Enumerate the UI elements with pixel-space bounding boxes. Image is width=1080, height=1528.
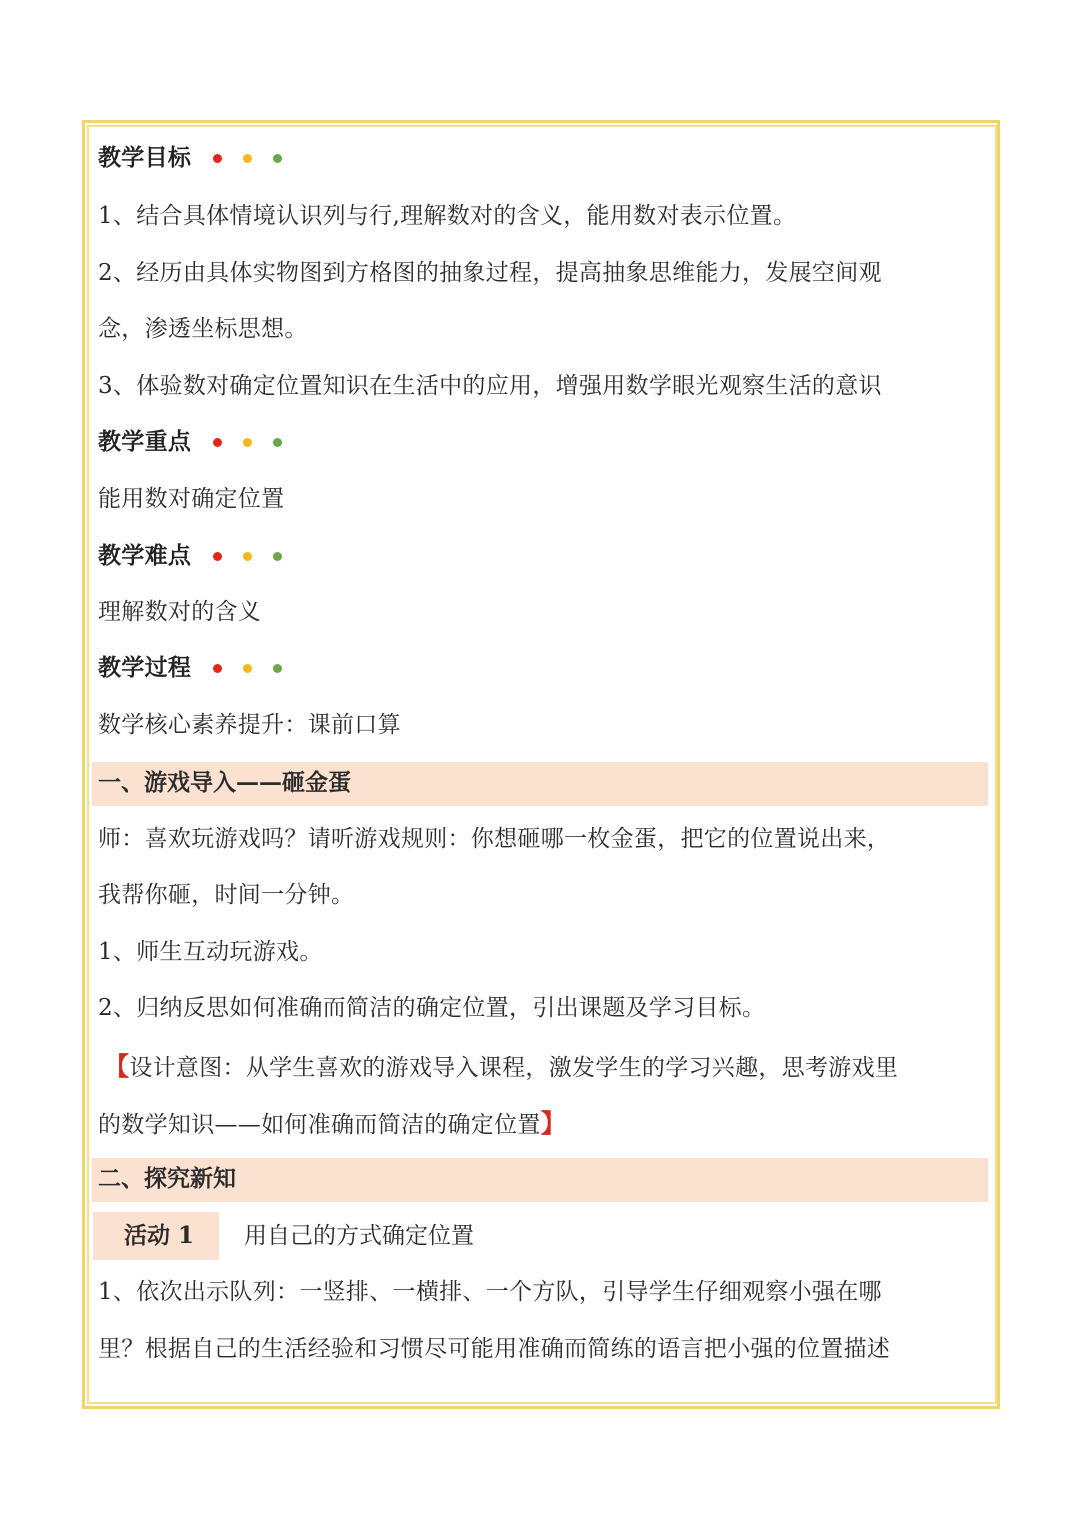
yellow-dot-icon — [243, 552, 252, 561]
key-point-text: 能用数对确定位置 — [98, 486, 285, 512]
part1-line-4: 2、归纳反思如何准确而简洁的确定位置，引出课题及学习目标。 — [98, 995, 766, 1021]
green-dot-icon — [273, 552, 282, 561]
design-intent-text-1: 设计意图：从学生喜欢的游戏导入课程，激发学生的学习兴趣，思考游戏里 — [129, 1055, 899, 1081]
part1-title: 一、游戏导入——砸金蛋 — [98, 769, 351, 796]
part1-line-1: 师：喜欢玩游戏吗？请听游戏规则：你想砸哪一枚金蛋，把它的位置说出来， — [98, 826, 891, 852]
green-dot-icon — [273, 438, 282, 447]
process-heading-row — [98, 652, 303, 684]
design-intent-line-1 — [104, 1051, 898, 1084]
objective-item-3: 3、体验数对确定位置知识在生活中的应用，增强用数学眼光观察生活的意识 — [98, 373, 882, 399]
difficulty-heading: 教学难点 — [98, 542, 192, 569]
green-dot-icon — [273, 664, 282, 673]
close-bracket: 】 — [540, 1109, 567, 1138]
part2-line-1: 1、依次出示队列：一竖排、一横排、一个方队，引导学生仔细观察小强在哪 — [98, 1279, 882, 1305]
objectives-heading-row — [98, 142, 303, 174]
activity-title: 用自己的方式确定位置 — [244, 1223, 474, 1249]
difficulty-text: 理解数对的含义 — [98, 599, 262, 625]
objective-item-1: 1、结合具体情境认识列与行,理解数对的含义，能用数对表示位置。 — [98, 203, 797, 229]
yellow-dot-icon — [243, 664, 252, 673]
open-bracket: 【 — [104, 1052, 130, 1081]
yellow-dot-icon — [243, 438, 252, 447]
key-point-heading-row — [98, 426, 303, 458]
difficulty-heading-row — [98, 540, 303, 572]
process-text: 数学核心素养提升：课前口算 — [98, 712, 401, 738]
part1-line-2: 我帮你砸，时间一分钟。 — [98, 882, 355, 908]
red-dot-icon — [213, 154, 222, 163]
heading-dots — [213, 424, 303, 456]
part1-line-3: 1、师生互动玩游戏。 — [98, 939, 323, 965]
part2-title: 二、探究新知 — [98, 1165, 236, 1192]
objectives-heading: 教学目标 — [98, 144, 192, 171]
yellow-dot-icon — [243, 154, 252, 163]
objective-item-2-cont: 念，渗透坐标思想。 — [98, 316, 308, 342]
heading-dots — [213, 650, 303, 682]
red-dot-icon — [213, 438, 222, 447]
heading-dots — [213, 140, 303, 172]
objective-item-2: 2、经历由具体实物图到方格图的抽象过程，提高抽象思维能力，发展空间观 — [98, 260, 882, 286]
design-intent-text-2: 的数学知识——如何准确而简洁的确定位置 — [98, 1112, 541, 1138]
part2-line-2: 里？根据自己的生活经验和习惯尽可能用准确而简练的语言把小强的位置描述 — [98, 1336, 891, 1362]
red-dot-icon — [213, 552, 222, 561]
red-dot-icon — [213, 664, 222, 673]
heading-dots — [213, 538, 303, 570]
key-point-heading: 教学重点 — [98, 428, 192, 455]
green-dot-icon — [273, 154, 282, 163]
process-heading: 教学过程 — [98, 654, 192, 681]
design-intent-line-2 — [98, 1108, 566, 1141]
activity-label: 活动 1 — [124, 1222, 195, 1249]
